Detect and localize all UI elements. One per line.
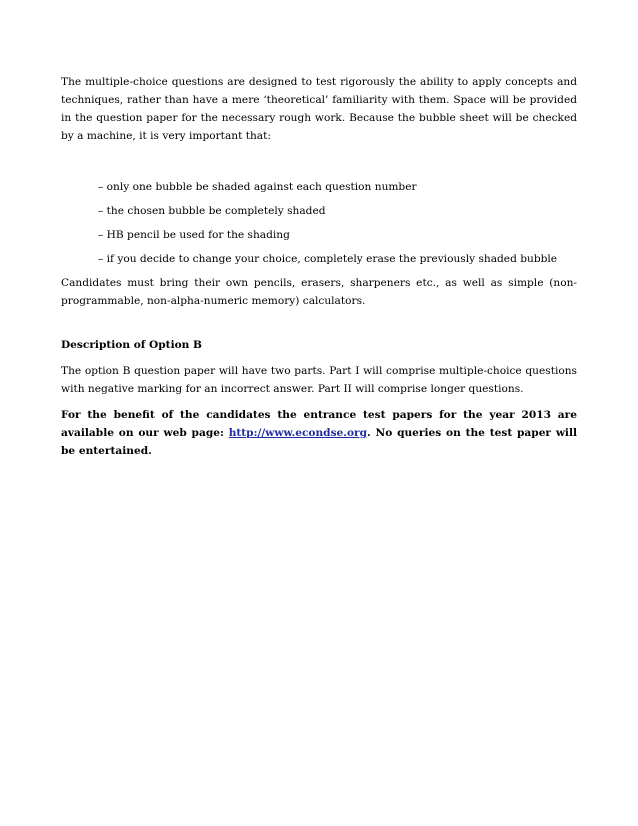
intro-paragraph: The multiple-choice questions are designed to test rigorously the ability to apply concepts and techniques, rather than have a mere ‘theoretical’ familiarity with them. Space will be provided in the question paper for the necessary rough work. Because the bubble sheet will be checked by a machine, it is very important that: [61, 76, 577, 142]
requirements-list [61, 178, 577, 268]
test-papers-note-suffix: . No queries on the test paper will be entertained. [61, 427, 578, 457]
requirement-item: – the chosen bubble be completely shaded [98, 205, 326, 217]
econdse-link[interactable]: http://www.econdse.org [228, 427, 368, 439]
requirement-item: – HB pencil be used for the shading [98, 229, 290, 241]
document-body [61, 73, 577, 460]
option-b-heading: Description of Option B [61, 339, 203, 351]
requirement-item: – if you decide to change your choice, completely erase the previously shaded bubble [98, 253, 558, 265]
test-papers-note-prefix: For the benefit of the candidates the entrance test papers for the year 2013 are available on our web page: [61, 409, 577, 439]
requirement-item: – only one bubble be shaded against each question number [98, 181, 417, 193]
candidates-paragraph: Candidates must bring their own pencils, erasers, sharpeners etc., as well as simple (non-programmable, non-alpha-numeric memory) calculators. [61, 277, 577, 307]
option-b-paragraph: The option B question paper will have two parts. Part I will comprise multiple-choice questions with negative marking for an incorrect answer. Part II will comprise longer questions. [61, 365, 577, 395]
test-papers-note [61, 406, 577, 460]
